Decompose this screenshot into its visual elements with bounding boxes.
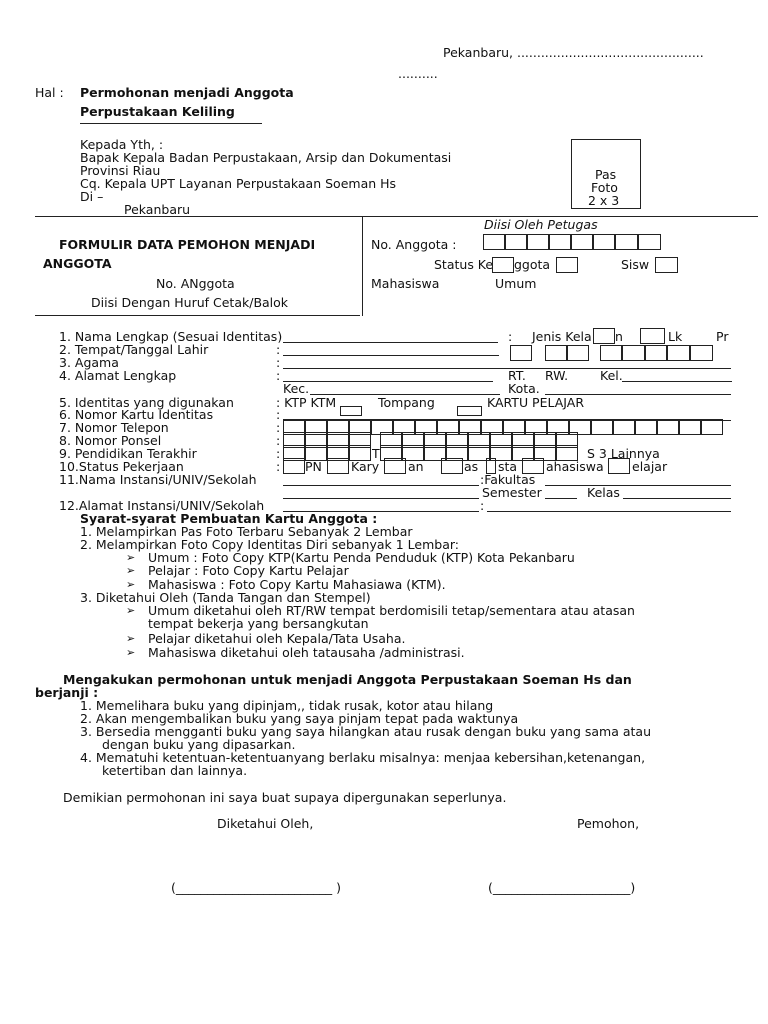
member-no-box[interactable]	[483, 234, 505, 250]
field-3-label: 3. Agama	[59, 355, 119, 370]
field-1-line[interactable]	[283, 342, 498, 343]
arrow-bullet-icon: ➢	[126, 578, 136, 591]
syarat-2a: Umum : Foto Copy KTP(Kartu Penda Penduduk (KTP) Kota Pekanbaru	[148, 550, 575, 565]
field-12-colon: :	[480, 498, 485, 513]
no-anggota-label: No. Anggota :	[371, 237, 457, 252]
address-line-2: Bapak Kepala Badan Perpustakaan, Arsip dan Dokumentasi	[80, 150, 452, 165]
member-no-box[interactable]	[638, 234, 661, 250]
date-continuation-dots: ..........	[398, 66, 438, 81]
kartu-pelajar-label: KARTU PELAJAR	[487, 395, 585, 410]
job-an: an	[408, 459, 424, 474]
syarat-2: 2. Melampirkan Foto Copy Identitas Diri sebanyak 1 Lembar:	[80, 537, 459, 552]
kelas-line[interactable]	[623, 498, 731, 499]
identity-options: : KTP KTM	[276, 395, 337, 410]
address-line-5: Di –	[80, 189, 104, 204]
rt-label: RT.	[508, 368, 526, 383]
edu-s3-label: S 3 Lainnya	[587, 446, 660, 461]
job-box[interactable]	[608, 458, 630, 474]
closing-text: Demikian permohonan ini saya buat supaya dipergunakan seperlunya.	[63, 790, 507, 805]
kel-label: Kel.	[600, 368, 623, 383]
kota-label: Kota.	[508, 381, 540, 396]
phone-box[interactable]	[635, 419, 657, 435]
member-no-box[interactable]	[527, 234, 549, 250]
pemohon-label: Pemohon,	[577, 816, 640, 831]
syarat-3a: Umum diketahui oleh RT/RW tempat berdomisili tetap/sementara atau atasan	[148, 603, 635, 618]
date-box[interactable]	[510, 345, 532, 361]
field-4-label: 4. Alamat Lengkap	[59, 368, 177, 383]
status-label: Status Ke	[434, 257, 494, 272]
address-line-6: Pekanbaru	[124, 202, 191, 217]
field-10-label: 10.Status Pekerjaan	[59, 459, 184, 474]
syarat-2c: Mahasiswa : Foto Copy Kartu Mahasiawa (KTM).	[148, 577, 446, 592]
field-11-label: 11.Nama Instansi/UNIV/Sekolah	[59, 472, 257, 487]
gender-lk-checkbox[interactable]	[640, 328, 665, 344]
address-line-4: Cq. Kepala UPT Layanan Perpustakaan Soeman Hs	[80, 176, 397, 191]
field-1-label: 1. Nama Lengkap (Sesuai Identitas)	[59, 329, 283, 344]
address-line-1: Kepada Yth, :	[80, 137, 164, 152]
address-line-3: Provinsi Riau	[80, 163, 161, 178]
signature-right[interactable]: (______________________)	[488, 880, 636, 895]
syarat-3b: Pelajar diketahui oleh Kepala/Tata Usaha.	[148, 631, 406, 646]
place-date-line: Pekanbaru, ...............................................	[443, 45, 704, 60]
member-no-box[interactable]	[571, 234, 593, 250]
colon: :	[276, 342, 281, 357]
phone-box[interactable]	[613, 419, 635, 435]
syarat-3a-cont: tempat bekerja yang bersangkutan	[148, 616, 369, 631]
janji-3: 3. Bersedia mengganti buku yang saya hilangkan atau rusak dengan buku yang sama atau	[80, 724, 652, 739]
job-pelajar: elajar	[632, 459, 668, 474]
diketahui-label: Diketahui Oleh,	[217, 816, 314, 831]
field-9-label: 9. Pendidikan Terakhir	[59, 446, 197, 461]
job-box[interactable]	[441, 458, 463, 474]
job-mahasiswa: ahasiswa	[546, 459, 604, 474]
fakultas-label: :Fakultas	[480, 472, 536, 487]
gender-box[interactable]	[593, 328, 615, 344]
phone-box[interactable]	[591, 419, 613, 435]
jenis-label: Jenis Kela	[532, 329, 592, 344]
job-box[interactable]	[384, 458, 406, 474]
colon: :	[276, 420, 281, 435]
job-kary: Kary	[351, 459, 380, 474]
phone-box[interactable]	[657, 419, 679, 435]
janji-intro-1: Mengakukan permohonan untuk menjadi Anggota Perpustakaan Soeman Hs dan	[63, 672, 632, 687]
section-top-rule	[35, 216, 758, 217]
identity-checkbox[interactable]	[457, 406, 482, 416]
caps-note: Diisi Dengan Huruf Cetak/Balok	[91, 295, 289, 310]
job-as: as	[464, 459, 479, 474]
janji-1: 1. Memelihara buku yang dipinjam,, tidak rusak, kotor atau hilang	[80, 698, 494, 713]
pr-label: Pr	[716, 329, 729, 344]
job-box[interactable]	[327, 458, 349, 474]
tompang-label: Tompang	[378, 395, 435, 410]
field-11-line-2[interactable]	[283, 498, 479, 499]
status-checkbox[interactable]	[556, 257, 578, 273]
janji-intro-2: berjanji :	[35, 685, 99, 700]
fakultas-line[interactable]	[545, 485, 731, 486]
status-label-2: ggota	[514, 257, 551, 272]
field-1-colon: :	[508, 329, 513, 344]
lk-label: Lk	[668, 329, 683, 344]
date-box[interactable]	[600, 345, 622, 361]
date-box[interactable]	[645, 345, 667, 361]
kec-label: Kec.	[283, 381, 310, 396]
janji-4: 4. Mematuhi ketentuan-ketentuanyang berlaku misalnya: menjaa kebersihan,ketenangan,	[80, 750, 646, 765]
phone-box[interactable]	[701, 419, 723, 435]
petugas-note: Diisi Oleh Petugas	[484, 217, 598, 232]
job-pn: PN	[305, 459, 322, 474]
rw-label: RW.	[545, 368, 569, 383]
syarat-2b: Pelajar : Foto Copy Kartu Pelajar	[148, 563, 349, 578]
date-box[interactable]	[667, 345, 690, 361]
subject-underline	[80, 123, 262, 124]
field-5-label: 5. Identitas yang digunakan	[59, 395, 234, 410]
arrow-bullet-icon: ➢	[126, 646, 136, 659]
colon: :	[276, 355, 281, 370]
field-7-label: 7. Nomor Telepon	[59, 420, 169, 435]
status-checkbox[interactable]	[492, 257, 514, 273]
colon: :	[276, 459, 281, 474]
signature-left[interactable]: (_________________________ )	[171, 880, 341, 895]
field-4-line[interactable]	[283, 381, 493, 382]
syarat-title: Syarat-syarat Pembuatan Kartu Anggota :	[80, 511, 378, 526]
arrow-bullet-icon: ➢	[126, 604, 136, 617]
semester-line[interactable]	[545, 498, 577, 499]
member-no-box[interactable]	[549, 234, 571, 250]
syarat-1: 1. Melampirkan Pas Foto Terbaru Sebanyak 2 Lembar	[80, 524, 413, 539]
date-box[interactable]	[622, 345, 645, 361]
job-box[interactable]	[283, 458, 305, 474]
colon: :	[276, 407, 281, 422]
subject-line-2: Perpustakaan Keliling	[80, 104, 235, 119]
jenis-label-2: n	[615, 329, 623, 344]
syarat-3c: Mahasiswa diketahui oleh tatausaha /administrasi.	[148, 645, 465, 660]
umum-label: Umum	[495, 276, 537, 291]
identity-checkbox[interactable]	[340, 406, 362, 416]
section-bottom-rule	[35, 315, 360, 316]
photo-label-3: 2 x 3	[588, 193, 620, 208]
syarat-3: 3. Diketahui Oleh (Tanda Tangan dan Stempel)	[80, 590, 371, 605]
semester-label: Semester	[482, 485, 542, 500]
field-2-label: 2. Tempat/Tanggal Lahir	[59, 342, 209, 357]
field-6-label: 6. Nomor Kartu Identitas	[59, 407, 214, 422]
date-box[interactable]	[567, 345, 589, 361]
photo-label-2: Foto	[591, 180, 618, 195]
colon: :	[276, 446, 281, 461]
member-no-box[interactable]	[505, 234, 527, 250]
field-12-line-2[interactable]	[487, 511, 731, 512]
janji-2: 2. Akan mengembalikan buku yang saya pinjam tepat pada waktunya	[80, 711, 519, 726]
colon: :	[276, 433, 281, 448]
phone-box[interactable]	[679, 419, 701, 435]
arrow-bullet-icon: ➢	[126, 564, 136, 577]
member-no-box[interactable]	[593, 234, 615, 250]
job-sta: sta	[498, 459, 518, 474]
photo-label-1: Pas	[595, 167, 617, 182]
field-12-label: 12.Alamat Instansi/UNIV/Sekolah	[59, 498, 265, 513]
form-title-1: FORMULIR DATA PEMOHON MENJADI	[59, 237, 316, 252]
siswa-checkbox[interactable]	[655, 257, 678, 273]
edu-t-fragment: T	[372, 446, 380, 461]
field-3-line[interactable]	[283, 368, 731, 369]
siswa-label: Sisw	[621, 257, 650, 272]
subject-line-1: Permohonan menjadi Anggota	[80, 85, 294, 100]
member-no-box[interactable]	[615, 234, 638, 250]
arrow-bullet-icon: ➢	[126, 632, 136, 645]
form-title-2: ANGGOTA	[43, 256, 112, 271]
date-box[interactable]	[545, 345, 567, 361]
field-2-line[interactable]	[283, 355, 499, 356]
kel-line[interactable]	[622, 381, 732, 382]
no-anggota-left: No. ANggota	[156, 276, 235, 291]
arrow-bullet-icon: ➢	[126, 551, 136, 564]
janji-3-cont: dengan buku yang dipasarkan.	[102, 737, 296, 752]
janji-4-cont: ketertiban dan lainnya.	[102, 763, 248, 778]
colon: :	[276, 368, 281, 383]
date-box[interactable]	[690, 345, 713, 361]
kelas-label: Kelas	[587, 485, 620, 500]
hal-label: Hal :	[35, 85, 64, 100]
field-11-line[interactable]	[283, 485, 479, 486]
section-divider	[362, 216, 363, 316]
mahasiswa-label: Mahasiswa	[371, 276, 440, 291]
field-8-label: 8. Nomor Ponsel	[59, 433, 162, 448]
